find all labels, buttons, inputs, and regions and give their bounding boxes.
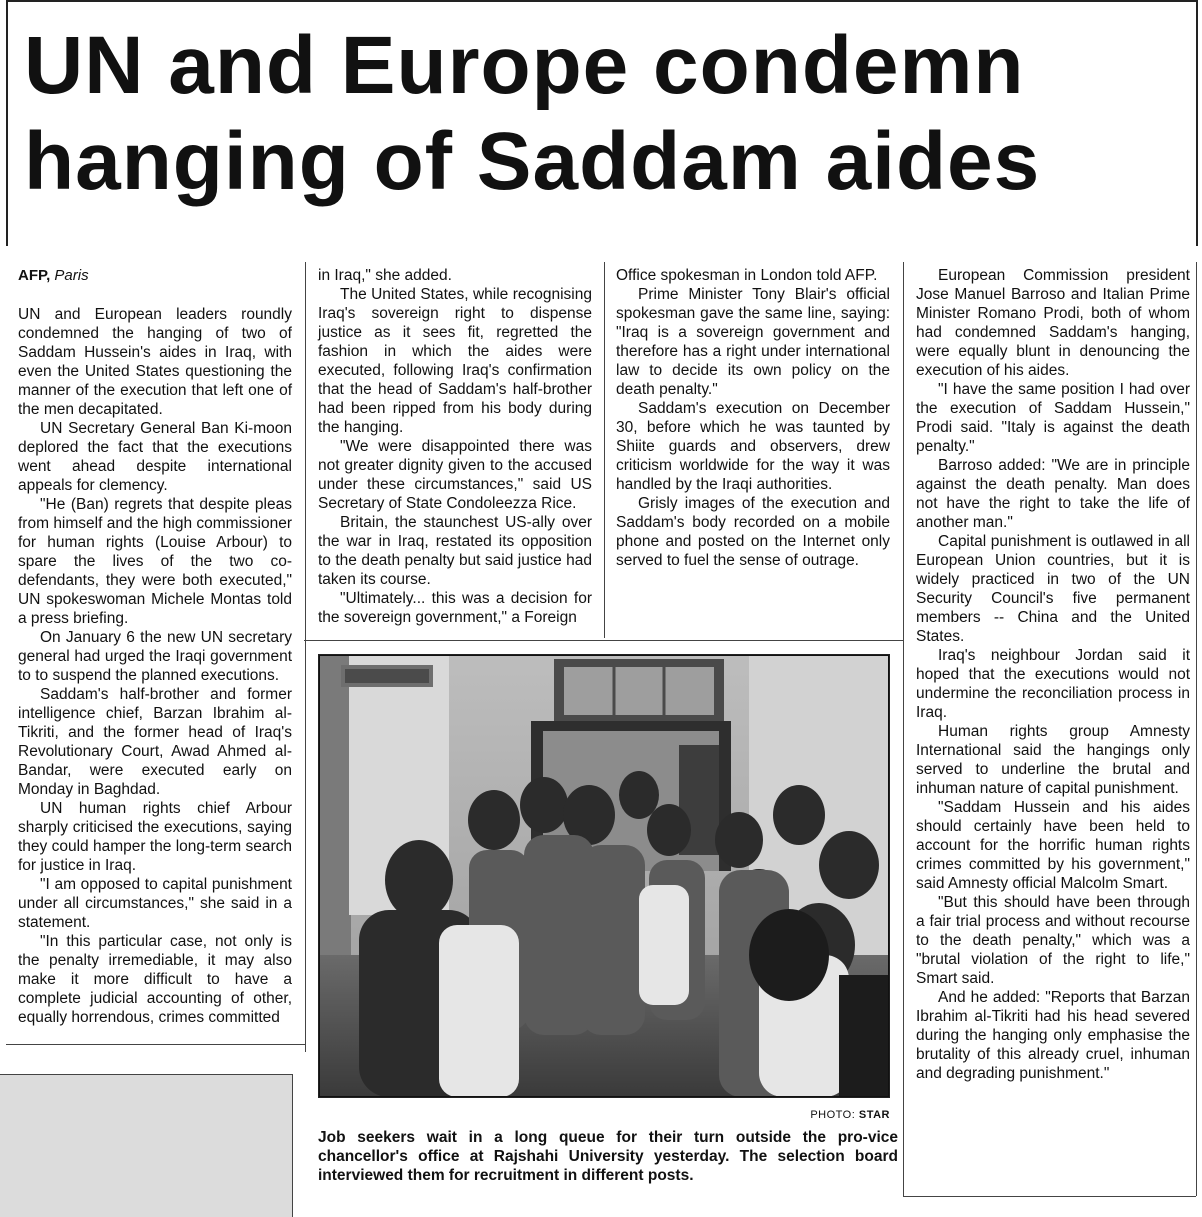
dateline-city: Paris xyxy=(54,267,89,284)
headline-line-2: hanging of Saddam aides xyxy=(24,116,1041,207)
paragraph: On January 6 the new UN secretary general had urged the Iraqi government to to suspend the planned executions. xyxy=(18,629,292,684)
paragraph: "He (Ban) regrets that despite pleas from himself and the high commissioner for human rights (Louise Arbour) to spare the lives of the two co-defendants, they were both executed," UN spokeswoman Michele Montas told a press briefing. xyxy=(18,496,292,627)
paragraph: UN human rights chief Arbour sharply criticised the executions, saying they could hamper the long-term search for justice in Iraq. xyxy=(18,800,292,874)
paragraph: "But this should have been through a fair trial process and without recourse to the death penalty," which was a "brutal violation of the right to life," Smart said. xyxy=(916,894,1190,987)
page-frame-top xyxy=(6,0,1196,6)
headline xyxy=(24,18,1184,210)
article-column-1 xyxy=(18,305,292,1027)
paragraph: The United States, while recognising Iraq's sovereign right to dispense justice as it sees fit, regretted the fashion in which the aides were executed, following Iraq's confirmation that the head of Saddam's half-brother had been ripped from his body during the hanging. xyxy=(318,286,592,436)
photo-credit-source: STAR xyxy=(858,1109,890,1121)
paragraph: And he added: "Reports that Barzan Ibrahim al-Tikriti had his head severed during the hanging only emphasise the brutality of this already cruel, inhuman and degrading punishment." xyxy=(916,989,1190,1082)
page-frame-left xyxy=(6,0,8,246)
column-4-bottom-rule xyxy=(903,1196,1196,1197)
column-4-right-rule xyxy=(1196,262,1197,1196)
article-column-4 xyxy=(916,266,1190,1083)
column-rule-2 xyxy=(604,262,605,638)
column-rule-3 xyxy=(903,262,904,1196)
photo-credit xyxy=(700,1108,890,1122)
crowd-photo-illustration xyxy=(319,655,889,1097)
dateline xyxy=(18,266,89,285)
photo-top-rule xyxy=(304,640,904,641)
paragraph: "We were disappointed there was not greater dignity given to the accused under these circumstances," said US Secretary of State Condoleezza Rice. xyxy=(318,438,592,512)
column-rule-1 xyxy=(305,262,306,1052)
adjacent-article-box xyxy=(0,1074,293,1217)
news-photo xyxy=(318,654,890,1098)
paragraph: Iraq's neighbour Jordan said it hoped that the executions would not undermine the reconciliation process in Iraq. xyxy=(916,647,1190,721)
paragraph: "I have the same position I had over the execution of Saddam Hussein," Prodi said. "Italy is against the death penalty." xyxy=(916,381,1190,455)
paragraph: Saddam's half-brother and former intelligence chief, Barzan Ibrahim al-Tikriti, and the former head of Iraq's Revolutionary Court, Awad Ahmed al-Bandar, were executed early on Monday in Baghdad. xyxy=(18,686,292,798)
paragraph: "Ultimately... this was a decision for the sovereign government," a Foreign xyxy=(318,590,592,626)
headline-line-1: UN and Europe condemn xyxy=(24,20,1025,111)
paragraph: Office spokesman in London told AFP. xyxy=(616,267,878,284)
paragraph: Barroso added: "We are in principle against the death penalty. Man does not have the right to take the life of another man." xyxy=(916,457,1190,531)
paragraph: Grisly images of the execution and Saddam's body recorded on a mobile phone and posted on the Internet only served to fuel the sense of outrage. xyxy=(616,495,890,569)
dateline-agency: AFP, xyxy=(18,267,51,284)
paragraph: European Commission president Jose Manuel Barroso and Italian Prime Minister Romano Prodi, both of whom had condemned Saddam's hanging, were equally blunt in denouncing the execution of his aides. xyxy=(916,267,1190,379)
paragraph: Capital punishment is outlawed in all European Union countries, but it is widely practiced in two of the UN Security Council's five permanent members -- China and the United States. xyxy=(916,533,1190,645)
paragraph: Britain, the staunchest US-ally over the war in Iraq, restated its opposition to the death penalty but said justice had taken its course. xyxy=(318,514,592,588)
photo-caption: Job seekers wait in a long queue for their turn outside the pro-vice chancellor's office at Rajshahi University yesterday. The selection board interviewed them for recruitment in different posts. xyxy=(318,1129,898,1184)
photo-credit-label: PHOTO: xyxy=(810,1109,856,1121)
paragraph: UN Secretary General Ban Ki-moon deplored the fact that the executions went ahead despite international appeals for clemency. xyxy=(18,420,292,494)
paragraph: Prime Minister Tony Blair's official spokesman gave the same line, saying: "Iraq is a sovereign government and therefore has a right under international law to decide its own policy on the death penalty." xyxy=(616,286,890,398)
paragraph: "In this particular case, not only is the penalty irremediable, it may also make it more difficult to have a complete judicial accounting of other, equally horrendous, crimes committed xyxy=(18,933,292,1026)
paragraph: UN and European leaders roundly condemned the hanging of two of Saddam Hussein's aides in Iraq, with even the United States questioning the manner of the execution that left one of the men decapitated. xyxy=(18,306,292,418)
paragraph: "Saddam Hussein and his aides should certainly have been held to account for the horrific human rights crimes committed by his government," said Amnesty official Malcolm Smart. xyxy=(916,799,1190,892)
paragraph: "I am opposed to capital punishment under all circumstances," she said in a statement. xyxy=(18,876,292,931)
page-frame-right xyxy=(1196,0,1198,246)
article-column-2 xyxy=(318,266,592,627)
column-1-bottom-rule xyxy=(6,1044,305,1045)
paragraph: in Iraq," she added. xyxy=(318,267,452,284)
paragraph: Human rights group Amnesty International said the hangings only served to underline the brutal and inhuman nature of capital punishment. xyxy=(916,723,1190,797)
article-column-3 xyxy=(616,266,890,570)
paragraph: Saddam's execution on December 30, before which he was taunted by Shiite guards and observers, drew criticism worldwide for the way it was handled by the Iraqi authorities. xyxy=(616,400,890,493)
